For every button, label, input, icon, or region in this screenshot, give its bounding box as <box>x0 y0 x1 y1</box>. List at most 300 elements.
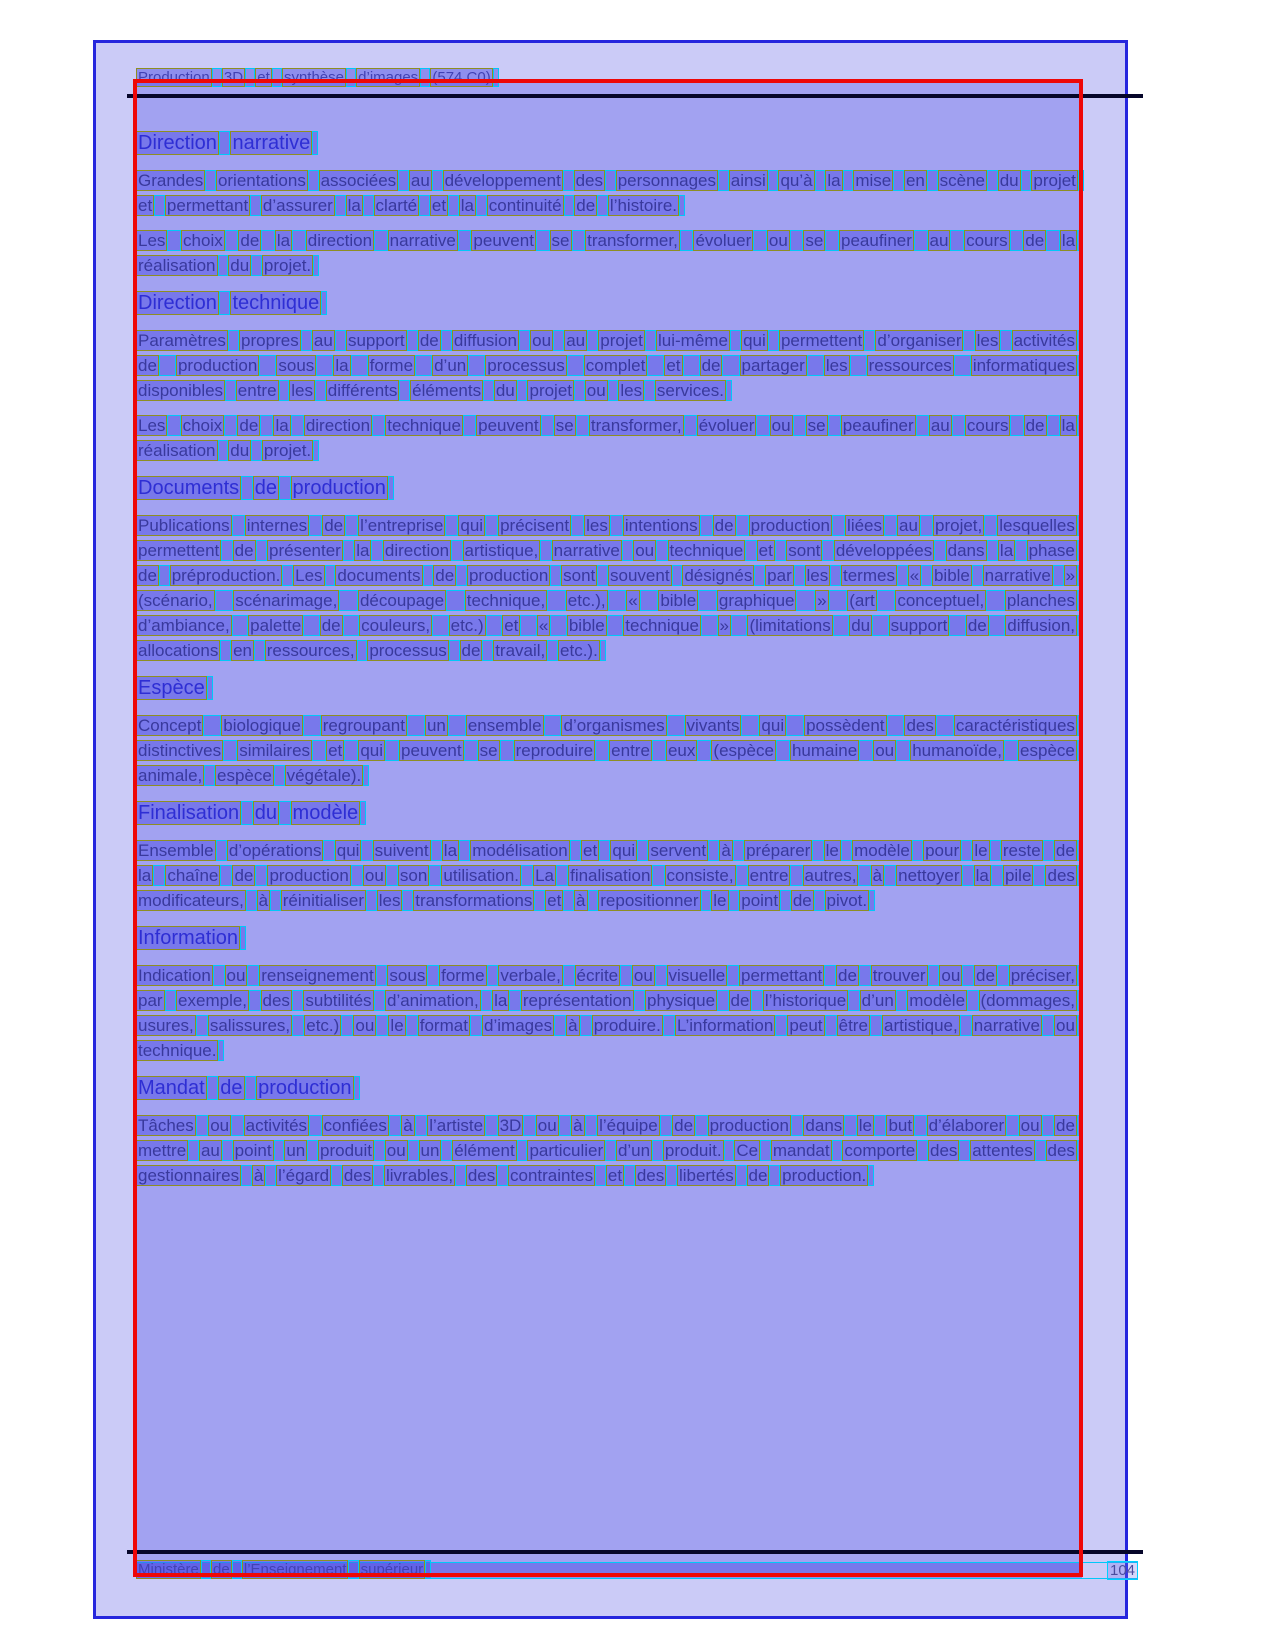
word-gap-marker <box>796 590 815 611</box>
word-box: scénarimage, <box>235 591 338 610</box>
word-gap-marker <box>493 68 499 87</box>
word-box: d’assurer <box>262 196 333 215</box>
word-gap-marker <box>249 990 260 1011</box>
word-box: narrative <box>973 1016 1040 1035</box>
word-gap-marker <box>814 890 825 911</box>
word-gap-marker <box>1077 540 1083 561</box>
word-box: sont <box>563 566 596 585</box>
word-gap-marker <box>351 355 368 376</box>
word-box: etc.), <box>567 591 606 610</box>
word-gap-marker <box>446 590 465 611</box>
word-gap-marker <box>386 865 398 886</box>
word-gap-marker <box>751 990 762 1011</box>
word-box: réalisation <box>138 256 216 275</box>
word-gap-marker <box>812 840 823 861</box>
word-box: projet <box>600 331 643 350</box>
word-gap-marker <box>864 330 875 351</box>
word-box: « <box>909 566 920 585</box>
word-box: les <box>586 516 608 535</box>
word-box: reste <box>1002 841 1041 860</box>
word-gap-marker <box>936 715 954 736</box>
word-gap-marker <box>554 1015 566 1036</box>
word-gap-marker <box>608 590 627 611</box>
word-box: (art <box>849 591 875 610</box>
word-box: Ce <box>736 1141 759 1160</box>
word-box: informatiques <box>972 356 1075 375</box>
word-gap-marker <box>540 540 551 561</box>
word-box: ou <box>1020 1116 1040 1135</box>
word-gap-marker <box>950 230 964 251</box>
word-gap-marker <box>415 355 432 376</box>
word-box: exemple, <box>178 991 248 1010</box>
word-box: de <box>138 566 157 585</box>
word-box: un <box>286 1141 306 1160</box>
word-box: production <box>177 356 258 375</box>
word-box: au <box>410 171 430 190</box>
word-gap-marker <box>754 565 765 586</box>
word-box: animale, <box>138 766 203 785</box>
word-gap-marker <box>576 415 589 436</box>
word-gap-marker <box>344 740 358 761</box>
word-gap-marker <box>672 565 683 586</box>
header-word-box: d’images <box>358 69 419 86</box>
word-box: Les <box>138 231 166 250</box>
word-box: sont <box>788 541 821 560</box>
word-gap-marker <box>775 1015 787 1036</box>
word-box: des <box>262 991 290 1010</box>
word-box: de <box>1025 416 1045 435</box>
word-box: et <box>431 196 447 215</box>
word-gap-marker <box>733 840 744 861</box>
word-gap-marker <box>645 330 656 351</box>
word-gap-marker <box>887 715 905 736</box>
word-gap-marker <box>222 1140 233 1161</box>
word-gap-marker <box>303 615 320 636</box>
word-box: etc.) <box>450 616 484 635</box>
word-box: peuvent <box>473 231 534 250</box>
word-box: subtilités <box>305 991 372 1010</box>
word-box: qui <box>761 716 785 735</box>
word-gap-marker <box>1033 865 1045 886</box>
word-gap-marker <box>228 330 239 351</box>
word-gap-marker <box>697 740 711 761</box>
word-gap-marker <box>824 965 836 986</box>
word-gap-marker <box>832 515 845 536</box>
word-box: propres <box>241 331 299 350</box>
word-gap-marker <box>588 890 599 911</box>
word-gap-marker <box>335 195 346 216</box>
word-box: verbale, <box>500 966 561 985</box>
word-gap-marker <box>599 840 610 861</box>
word-box: physique <box>647 991 716 1010</box>
word-box: lesquelles <box>999 516 1075 535</box>
word-box: pile <box>1004 866 1032 885</box>
word-box: disponibles <box>138 381 224 400</box>
word-gap-marker <box>541 415 554 436</box>
word-box: diffusion, <box>1007 616 1075 635</box>
word-gap-marker <box>308 170 319 191</box>
word-box: intentions <box>624 516 698 535</box>
word-box: Les <box>138 416 166 435</box>
word-gap-marker <box>312 131 318 155</box>
word-gap-marker <box>292 230 306 251</box>
word-gap-marker <box>485 515 498 536</box>
word-box: liées <box>847 516 883 535</box>
heading-word-box: narrative <box>232 132 311 154</box>
footer-word-box: de <box>213 1561 230 1578</box>
header-rule-line <box>127 94 1143 98</box>
word-box: écrite <box>576 966 619 985</box>
word-box: la <box>999 541 1014 560</box>
word-box: choix <box>183 231 223 250</box>
word-gap-marker <box>385 740 399 761</box>
word-gap-marker <box>282 565 293 586</box>
word-gap-marker <box>220 865 232 886</box>
word-gap-marker <box>325 565 336 586</box>
word-gap-marker <box>219 131 231 155</box>
word-gap-marker <box>241 476 253 500</box>
word-gap-marker <box>567 355 584 376</box>
word-box: consiste, <box>666 866 734 885</box>
word-gap-marker <box>357 640 368 661</box>
word-box: narrative <box>553 541 620 560</box>
word-gap-marker <box>722 355 739 376</box>
word-gap-marker <box>167 230 181 251</box>
word-box: « <box>628 591 638 610</box>
word-gap-marker <box>987 170 998 191</box>
word-gap-marker <box>1078 170 1084 191</box>
word-gap-marker <box>1077 355 1083 376</box>
word-box: technique, <box>466 591 546 610</box>
word-box: et <box>504 616 519 635</box>
heading-word-box: production <box>258 1077 352 1099</box>
word-gap-marker <box>547 590 566 611</box>
word-box: clarté <box>375 196 418 215</box>
word-gap-marker <box>587 330 598 351</box>
word-box: ou <box>386 1141 406 1160</box>
word-box: modèle <box>854 841 910 860</box>
word-box: des <box>930 1141 958 1160</box>
word-box: repositionner <box>600 891 699 910</box>
word-box: caractéristiques <box>955 716 1075 735</box>
word-gap-marker <box>520 615 537 636</box>
word-box: les <box>825 356 848 375</box>
word-box: de <box>240 231 260 250</box>
word-gap-marker <box>897 565 908 586</box>
word-box: en <box>905 171 925 190</box>
word-gap-marker <box>822 540 833 561</box>
word-box: d’ambiance, <box>138 616 230 635</box>
word-box: l’histoire. <box>609 196 678 215</box>
word-box: libertés <box>678 1166 734 1185</box>
word-gap-marker <box>726 380 732 401</box>
word-gap-marker <box>203 715 221 736</box>
word-box: d’un <box>617 1141 651 1160</box>
word-box: Tâches <box>138 1116 194 1135</box>
word-box: se <box>555 416 574 435</box>
word-gap-marker <box>519 330 530 351</box>
word-gap-marker <box>608 380 619 401</box>
word-box: différents <box>327 381 398 400</box>
word-box: pour <box>925 841 960 860</box>
word-box: et <box>138 196 153 215</box>
word-gap-marker <box>605 1140 616 1161</box>
word-box: transformations <box>415 891 533 910</box>
word-gap-marker <box>517 380 528 401</box>
word-box: livrables, <box>386 1166 454 1185</box>
word-gap-marker <box>972 565 983 586</box>
word-box: humaine <box>791 741 858 760</box>
word-box: visuelle <box>668 966 726 985</box>
word-box: entre <box>749 866 789 885</box>
word-gap-marker <box>605 170 616 191</box>
word-box: ou <box>586 381 606 400</box>
word-box: projet, <box>935 516 983 535</box>
word-box: entre <box>237 381 277 400</box>
word-box: évoluer <box>695 231 752 250</box>
word-box: et <box>758 541 773 560</box>
word-gap-marker <box>408 1140 419 1161</box>
word-box: » <box>1065 566 1076 585</box>
word-box: biologique <box>223 716 301 735</box>
word-gap-marker <box>159 565 170 586</box>
word-gap-marker <box>1077 330 1083 351</box>
section-heading <box>136 799 1083 827</box>
word-gap-marker <box>756 415 769 436</box>
word-gap-marker <box>374 230 388 251</box>
word-gap-marker <box>760 1140 771 1161</box>
footer-rule-line <box>127 1550 1143 1554</box>
word-gap-marker <box>597 565 608 586</box>
word-gap-marker <box>563 890 574 911</box>
word-box: la <box>275 416 289 435</box>
word-gap-marker <box>1077 515 1083 536</box>
word-gap-marker <box>597 195 608 216</box>
word-gap-marker <box>570 840 581 861</box>
word-gap-marker <box>464 740 478 761</box>
word-gap-marker <box>153 865 165 886</box>
word-box: associées <box>320 171 397 190</box>
word-box: l’artiste <box>429 1116 484 1135</box>
word-gap-marker <box>1077 865 1083 886</box>
word-gap-marker <box>432 170 443 191</box>
word-gap-marker <box>1077 840 1083 861</box>
word-gap-marker <box>339 590 358 611</box>
word-box: préproduction. <box>171 566 281 585</box>
word-box: processus <box>369 641 447 660</box>
word-box: la <box>347 196 361 215</box>
word-box: et <box>582 841 598 860</box>
word-gap-marker <box>232 615 249 636</box>
word-box: cours <box>966 231 1008 250</box>
word-gap-marker <box>550 615 567 636</box>
word-box: élément <box>454 1141 515 1160</box>
word-gap-marker <box>564 195 575 216</box>
word-gap-marker <box>701 615 718 636</box>
word-gap-marker <box>309 1115 321 1136</box>
word-box: ensemble <box>467 716 542 735</box>
word-gap-marker <box>388 476 394 500</box>
word-box: documents <box>337 566 421 585</box>
word-box: à <box>253 1166 264 1185</box>
word-box: qui <box>460 516 484 535</box>
word-box: projet. <box>263 256 312 275</box>
word-gap-marker <box>1077 715 1083 736</box>
section-paragraph <box>136 228 1083 278</box>
word-gap-marker <box>1077 615 1083 636</box>
word-gap-marker <box>374 990 385 1011</box>
word-box: à <box>403 1116 413 1135</box>
header-word-box: 3D <box>223 69 244 86</box>
section-heading <box>136 129 1083 157</box>
word-box: point <box>234 1141 272 1160</box>
word-gap-marker <box>363 195 374 216</box>
word-box: préparer <box>746 841 811 860</box>
word-gap-marker <box>624 1165 635 1186</box>
word-gap-marker <box>345 515 358 536</box>
word-box: projet <box>529 381 573 400</box>
word-box: par <box>138 991 163 1010</box>
word-box: confiées <box>323 1116 387 1135</box>
word-box: ou <box>537 1116 557 1135</box>
word-box: les <box>291 381 314 400</box>
footer-ministry-text <box>136 1559 431 1581</box>
word-gap-marker <box>753 230 767 251</box>
word-box: dans <box>947 541 985 560</box>
word-gap-marker <box>916 415 929 436</box>
word-gap-marker <box>829 590 848 611</box>
word-gap-marker <box>1046 230 1060 251</box>
word-gap-marker <box>1077 1140 1083 1161</box>
word-gap-marker <box>1010 415 1023 436</box>
word-box: la <box>975 866 989 885</box>
word-box: etc.). <box>560 641 598 660</box>
heading-word-box: technique <box>232 292 320 314</box>
word-gap-marker <box>830 565 841 586</box>
word-gap-marker <box>700 515 713 536</box>
word-box: l’égard <box>278 1166 330 1185</box>
word-gap-marker <box>315 380 326 401</box>
word-box: de <box>701 356 721 375</box>
word-gap-marker <box>731 615 748 636</box>
word-gap-marker <box>1042 1115 1054 1136</box>
word-box: se <box>805 231 824 250</box>
word-gap-marker <box>730 330 741 351</box>
word-gap-marker <box>640 590 659 611</box>
heading-word-box: du <box>254 802 277 824</box>
word-gap-marker <box>1010 230 1024 251</box>
word-box: ou <box>941 966 961 985</box>
word-box: but <box>888 1116 913 1135</box>
page-number-box: 104 <box>1107 1561 1138 1580</box>
header-word-box: synthèse <box>283 69 344 86</box>
word-box: servent <box>650 841 707 860</box>
word-gap-marker <box>776 740 790 761</box>
word-box: de <box>1025 231 1045 250</box>
word-gap-marker <box>790 230 804 251</box>
section-heading <box>136 1074 1083 1102</box>
word-box: de <box>461 641 481 660</box>
word-box: planches <box>1006 591 1075 610</box>
word-box: ressources <box>868 356 952 375</box>
word-gap-marker <box>213 965 225 986</box>
section-paragraph <box>136 168 1083 218</box>
word-gap-marker <box>316 355 333 376</box>
word-box: le <box>390 1016 404 1035</box>
word-box: souvent <box>610 566 670 585</box>
word-gap-marker <box>313 440 319 461</box>
word-gap-marker <box>445 515 458 536</box>
word-gap-marker <box>476 195 487 216</box>
word-gap-marker <box>196 1015 208 1036</box>
word-box: production. <box>782 1166 867 1185</box>
word-box: peaufiner <box>842 416 914 435</box>
word-box: projet. <box>263 441 312 460</box>
word-gap-marker <box>251 440 262 461</box>
word-gap-marker <box>663 1015 675 1036</box>
word-gap-marker <box>218 440 229 461</box>
word-box: technique <box>387 416 461 435</box>
word-box: les <box>806 566 829 585</box>
word-box: en <box>233 641 252 660</box>
word-gap-marker <box>859 740 873 761</box>
word-box: lui-même <box>658 331 728 350</box>
word-box: les <box>976 331 999 350</box>
word-gap-marker <box>580 1015 592 1036</box>
word-gap-marker <box>1077 965 1083 986</box>
word-box: format <box>419 1016 468 1035</box>
word-gap-marker <box>458 230 472 251</box>
word-box: qui <box>612 841 636 860</box>
word-box: Paramètres <box>138 331 226 350</box>
word-box: comporte <box>844 1141 916 1160</box>
word-gap-marker <box>1047 415 1060 436</box>
heading-word-box: Information <box>138 927 239 949</box>
word-gap-marker <box>741 715 759 736</box>
heading-word-box: production <box>292 477 386 499</box>
word-gap-marker <box>949 615 966 636</box>
word-gap-marker <box>563 170 574 191</box>
word-gap-marker <box>684 415 697 436</box>
word-box: modélisation <box>472 841 568 860</box>
word-gap-marker <box>652 740 666 761</box>
word-gap-marker <box>843 170 854 191</box>
word-box: du <box>851 616 871 635</box>
word-gap-marker <box>500 740 514 761</box>
word-box: personnages <box>617 171 717 190</box>
word-box: de <box>321 616 341 635</box>
word-box: ou <box>771 416 791 435</box>
word-box: au <box>930 416 950 435</box>
word-gap-marker <box>869 890 875 911</box>
heading-word-box: Mandat <box>138 1077 205 1099</box>
word-box: peut <box>789 1016 823 1035</box>
word-gap-marker <box>1004 740 1018 761</box>
word-gap-marker <box>1077 590 1083 611</box>
word-box: des <box>636 1166 665 1185</box>
word-box: graphique <box>718 591 795 610</box>
word-box: d’opérations <box>228 841 322 860</box>
word-gap-marker <box>990 840 1001 861</box>
word-gap-marker <box>655 965 667 986</box>
section-paragraph <box>136 838 1083 913</box>
word-gap-marker <box>449 640 460 661</box>
word-box: la <box>335 356 349 375</box>
word-box: d’organismes <box>563 716 665 735</box>
word-gap-marker <box>825 1015 837 1036</box>
word-gap-marker <box>536 230 550 251</box>
word-gap-marker <box>523 1115 535 1136</box>
